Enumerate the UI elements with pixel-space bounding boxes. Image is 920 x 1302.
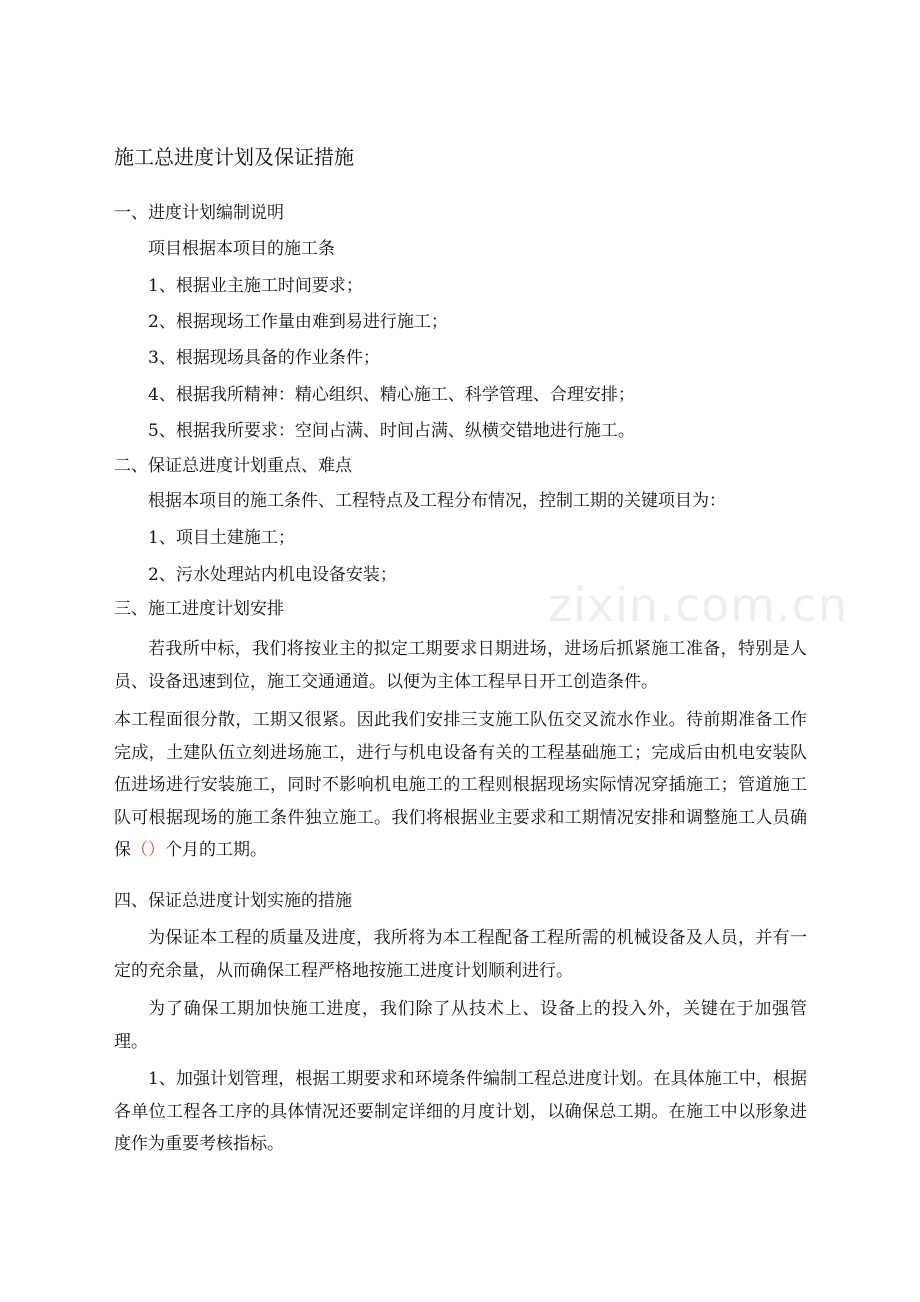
section-3-heading: 三、施工进度计划安排: [114, 599, 284, 619]
section-1-item-4: 4、根据我所精神：精心组织、精心施工、科学管理、合理安排；: [148, 385, 635, 405]
section-2-item-1: 1、项目土建施工；: [148, 528, 295, 548]
section-4-heading: 四、保证总进度计划实施的措施: [114, 891, 352, 911]
watermark: zixin.com.cn: [548, 578, 849, 632]
section-2-heading: 二、保证总进度计划重点、难点: [114, 456, 352, 476]
document-title: 施工总进度计划及保证措施: [114, 145, 354, 169]
section-1-heading: 一、进度计划编制说明: [114, 203, 284, 223]
section-1-intro: 项目根据本项目的施工条: [148, 239, 335, 259]
section-2-item-2: 2、污水处理站内机电设备安装；: [148, 565, 397, 585]
section-1-item-2: 2、根据现场工作量由难到易进行施工；: [148, 312, 448, 332]
section-4-paragraph-1: 为保证本工程的质量及进度，我所将为本工程配备工程所需的机械设备及人员，并有一定的充余量，从而确保工程严格地按施工进度计划顺利进行。: [114, 928, 807, 981]
section-3-paragraph-2-text: 本工程面很分散，工期又很紧。因此我们安排三支施工队伍交叉流水作业。待前期准备工作完成，土建队伍立刻进场施工，进行与机电设备有关的工程基础施工；完成后由机电安装队伍进场进行安装施工，同时不影响机电施工的工程则根据现场实际情况穿插施工；管道施工队可根据现场的施工条件独立施工。我们将根据业主要求和工期情况安排和调整施工人员确保: [114, 710, 807, 861]
section-3-paragraph-2-end: 个月的工期。: [165, 840, 267, 861]
section-4-paragraph-2: 为了确保工期加快施工进度，我们除了从技术上、设备上的投入外，关键在于加强管理。: [114, 999, 807, 1052]
section-3-paragraph-1: 若我所中标，我们将按业主的拟定工期要求日期进场，进场后抓紧施工准备，特别是人员、设备迅速到位，施工交通通道。以便为主体工程早日开工创造条件。: [114, 639, 807, 692]
section-1-item-3: 3、根据现场具备的作业条件；: [148, 348, 380, 368]
section-1-item-5: 5、根据我所要求：空间占满、时间占满、纵横交错地进行施工。: [148, 421, 635, 441]
section-2-intro: 根据本项目的施工条件、工程特点及工程分布情况，控制工期的关键项目为：: [148, 491, 726, 511]
duration-placeholder: （）: [131, 840, 165, 861]
section-3-paragraph-2: [114, 704, 807, 867]
section-1-item-1: 1、根据业主施工时间要求；: [148, 276, 363, 296]
section-4-paragraph-3: 1、加强计划管理，根据工期要求和环境条件编制工程总进度计划。在具体施工中，根据各单位工程各工序的具体情况还要制定详细的月度计划，以确保总工期。在施工中以形象进度作为重要考核指标。: [114, 1069, 807, 1155]
